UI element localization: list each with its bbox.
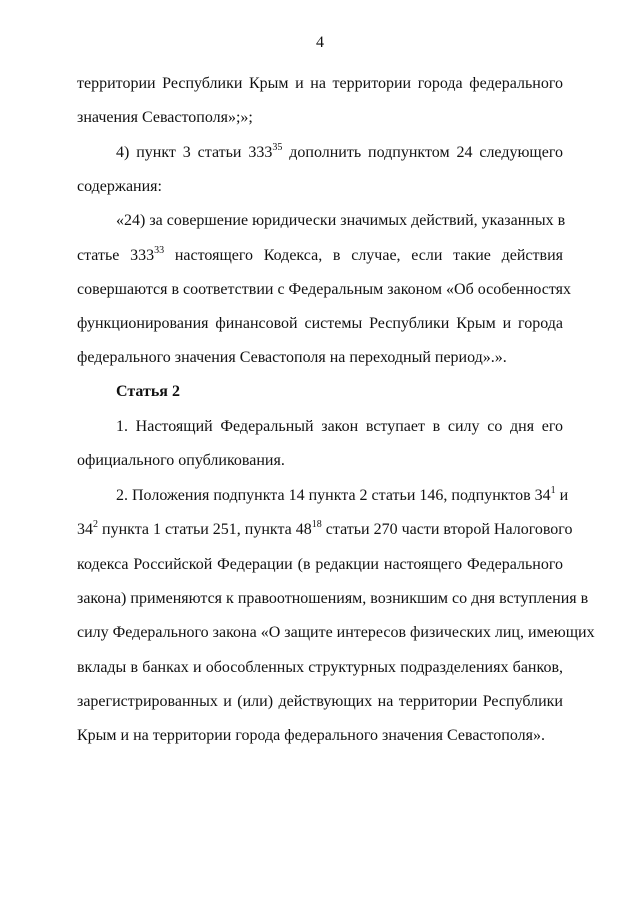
text-line: кодекса Российской Федерации (в редакции настоящего Федерального	[77, 556, 563, 573]
text-line: функционирования финансовой системы Республики Крым и города	[77, 315, 563, 332]
text-fragment: настоящего Кодекса, в случае, если такие действия	[164, 247, 563, 264]
text-fragment: 2. Положения подпункта 14 пункта 2 статьи 146, подпунктов 34	[116, 487, 551, 504]
text-line: Крым и на территории города федерального значения Севастополя».	[77, 727, 545, 744]
text-fragment: статье 333	[77, 247, 155, 264]
text-line: зарегистрированных и (или) действующих на территории Республики	[77, 693, 563, 710]
text-line: содержания:	[77, 178, 162, 195]
article-heading: Статья 2	[116, 383, 180, 400]
text-fragment: дополнить подпунктом 24 следующего	[282, 144, 563, 161]
superscript: 33	[154, 244, 165, 256]
text-fragment: статьи 270 части второй Налогового	[321, 521, 573, 538]
text-line: силу Федерального закона «О защите интересов физических лиц, имеющих	[77, 624, 595, 641]
superscript: 18	[311, 518, 322, 530]
text-line	[77, 518, 573, 540]
text-line: 1. Настоящий Федеральный закон вступает в силу со дня его	[116, 418, 563, 435]
superscript: 2	[93, 518, 98, 530]
text-line	[116, 143, 563, 163]
text-line: вклады в банках и обособленных структурных подразделениях банков,	[77, 659, 563, 676]
text-line	[77, 246, 563, 266]
text-fragment: 4) пункт 3 статьи 333	[116, 144, 273, 161]
text-line: «24) за совершение юридически значимых действий, указанных в	[116, 212, 566, 229]
text-line	[116, 484, 569, 506]
text-line: территории Республики Крым и на территории города федерального	[77, 75, 563, 92]
superscript: 1	[550, 484, 556, 496]
text-line: закона) применяются к правоотношениям, возникшим со дня вступления в	[77, 590, 589, 607]
page-number: 4	[316, 34, 324, 51]
text-fragment: и	[555, 487, 569, 504]
text-fragment: 34	[77, 521, 93, 538]
text-fragment: пункта 1 статьи 251, пункта 48	[98, 521, 312, 538]
text-line: совершаются в соответствии с Федеральным законом «Об особенностях	[77, 281, 572, 298]
text-line: значения Севастополя»;»;	[77, 109, 253, 126]
superscript: 35	[272, 141, 283, 153]
text-line: федерального значения Севастополя на переходный период».».	[77, 349, 507, 366]
text-line: официального опубликования.	[77, 452, 285, 469]
